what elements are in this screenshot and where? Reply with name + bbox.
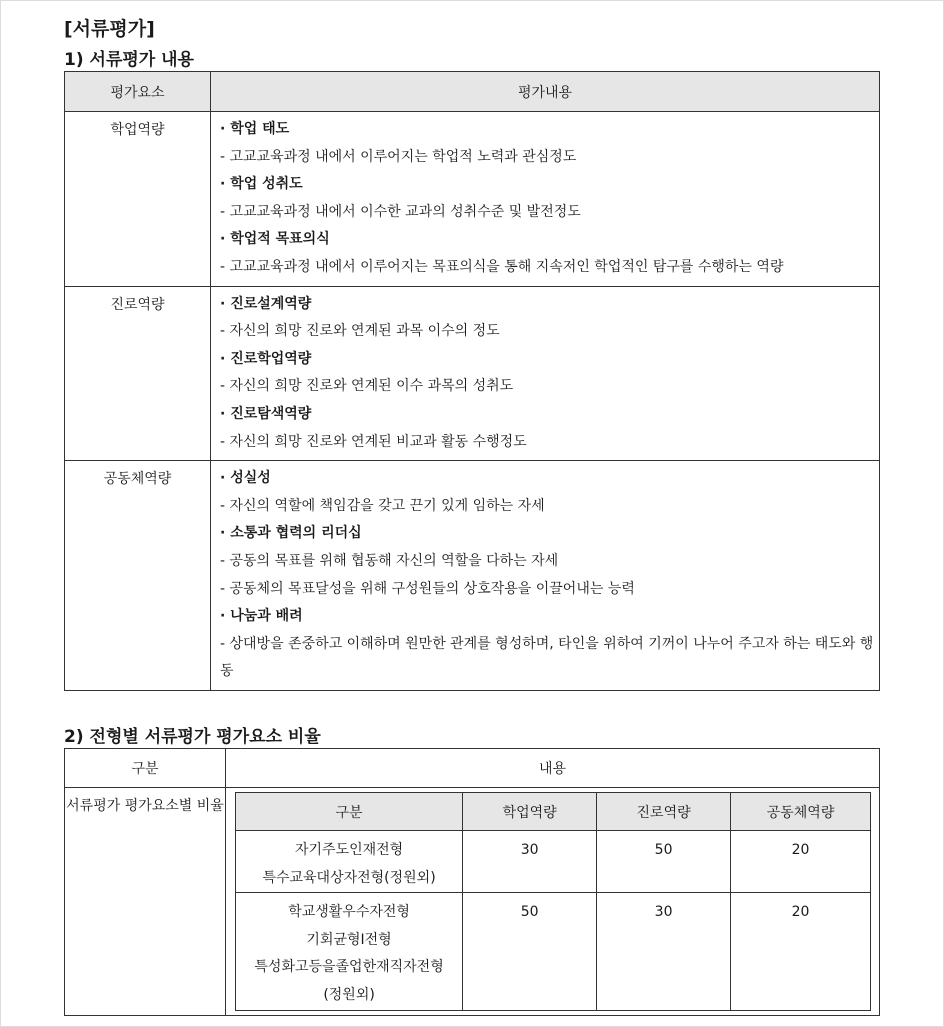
content-cell <box>211 286 880 461</box>
header-factor: 평가요소 <box>65 72 211 112</box>
factor-cell: 공동체역량 <box>65 461 211 691</box>
criterion-heading: · 성실성 <box>220 470 271 487</box>
ratio-value: 30 <box>463 831 597 893</box>
admission-type-name: 학교생활우수자전형 <box>288 904 410 921</box>
admission-type-cell <box>236 893 463 1010</box>
criterion-heading: · 소통과 협력의 리더십 <box>220 525 362 542</box>
ratio-value: 20 <box>731 893 871 1010</box>
criterion-description: - 자신의 희망 진로와 연계된 과목 이수의 정도 <box>220 323 500 340</box>
ratio-inner-table <box>235 792 871 1011</box>
admission-type-name: 기회균형Ⅰ전형 <box>306 931 392 948</box>
section2-heading: 2) 전형별 서류평가 평가요소 비율 <box>64 727 321 747</box>
table-row <box>236 893 871 1010</box>
header-content: 평가내용 <box>211 72 880 112</box>
ratio-value: 30 <box>597 893 731 1010</box>
criterion-description: - 고교교육과정 내에서 이루어지는 목표의식을 통해 지속저인 학업적인 탐구를 수행하는 역량 <box>220 258 784 275</box>
criterion-heading: · 학업적 목표의식 <box>220 231 330 248</box>
criterion-heading: · 학업 태도 <box>220 121 290 137</box>
criterion-description: - 공동체의 목표달성을 위해 구성원들의 상호작용을 이끌어내는 능력 <box>220 580 635 597</box>
admission-type-name: 특성화고등을졸업한재직자전형 <box>254 959 444 976</box>
admission-type-cell <box>236 831 463 893</box>
criterion-description: - 고교교육과정 내에서 이수한 교과의 성취수준 및 발전정도 <box>220 203 581 220</box>
evaluation-content-table <box>64 71 880 691</box>
content-cell <box>211 461 880 691</box>
criterion-description: - 고교교육과정 내에서 이루어지는 학업적 노력과 관심정도 <box>220 148 577 165</box>
table-row <box>65 286 880 461</box>
criterion-heading: · 나눔과 배려 <box>220 608 303 625</box>
criterion-heading: · 학업 성취도 <box>220 176 303 193</box>
table-row <box>236 831 871 893</box>
inner-header: 구분 <box>236 793 463 831</box>
header-content: 내용 <box>226 749 880 788</box>
ratio-value: 50 <box>463 893 597 1010</box>
section1-heading: 1) 서류평가 내용 <box>64 50 194 70</box>
criterion-description: - 자신의 역할에 책임감을 갖고 끈기 있게 임하는 자세 <box>220 497 545 514</box>
ratio-value: 50 <box>597 831 731 893</box>
admission-type-name: (정원외) <box>323 986 375 1003</box>
ratio-table <box>64 748 880 1016</box>
header-category: 구분 <box>65 749 226 788</box>
criterion-heading: · 진로탐색역량 <box>220 405 312 422</box>
table-header-row <box>65 72 880 112</box>
inner-header-row <box>236 793 871 831</box>
admission-type-name: 자기주도인재전형 <box>294 842 404 858</box>
criterion-description: - 자신의 희망 진로와 연계된 이수 과목의 성취도 <box>220 378 514 395</box>
content-cell <box>211 112 880 287</box>
criterion-heading: · 진로학업역량 <box>220 350 312 367</box>
factor-cell: 학업역량 <box>65 112 211 287</box>
document-title: [서류평가] <box>64 18 155 40</box>
inner-header: 학업역량 <box>463 793 597 831</box>
inner-table-cell <box>226 788 880 1016</box>
table-row <box>65 461 880 691</box>
criterion-description: - 자신의 희망 진로와 연계된 비교과 활동 수행정도 <box>220 433 527 450</box>
admission-type-name: 특수교육대상자전형(정원외) <box>262 869 436 886</box>
ratio-value: 20 <box>731 831 871 893</box>
inner-header: 공동체역량 <box>731 793 871 831</box>
row-label: 서류평가 평가요소별 비율 <box>65 788 226 1016</box>
table-header-row <box>65 749 880 788</box>
factor-cell: 진로역량 <box>65 286 211 461</box>
criterion-description: - 공동의 목표를 위해 협동해 자신의 역할을 다하는 자세 <box>220 552 559 569</box>
table-row <box>65 112 880 287</box>
inner-header: 진로역량 <box>597 793 731 831</box>
criterion-description: - 상대방을 존중하고 이해하며 원만한 관계를 형성하며, 타인을 위하여 기꺼이 나누어 주고자 하는 태도와 행동 <box>220 635 874 680</box>
table-row <box>65 788 880 1016</box>
criterion-heading: · 진로설계역량 <box>220 295 312 312</box>
